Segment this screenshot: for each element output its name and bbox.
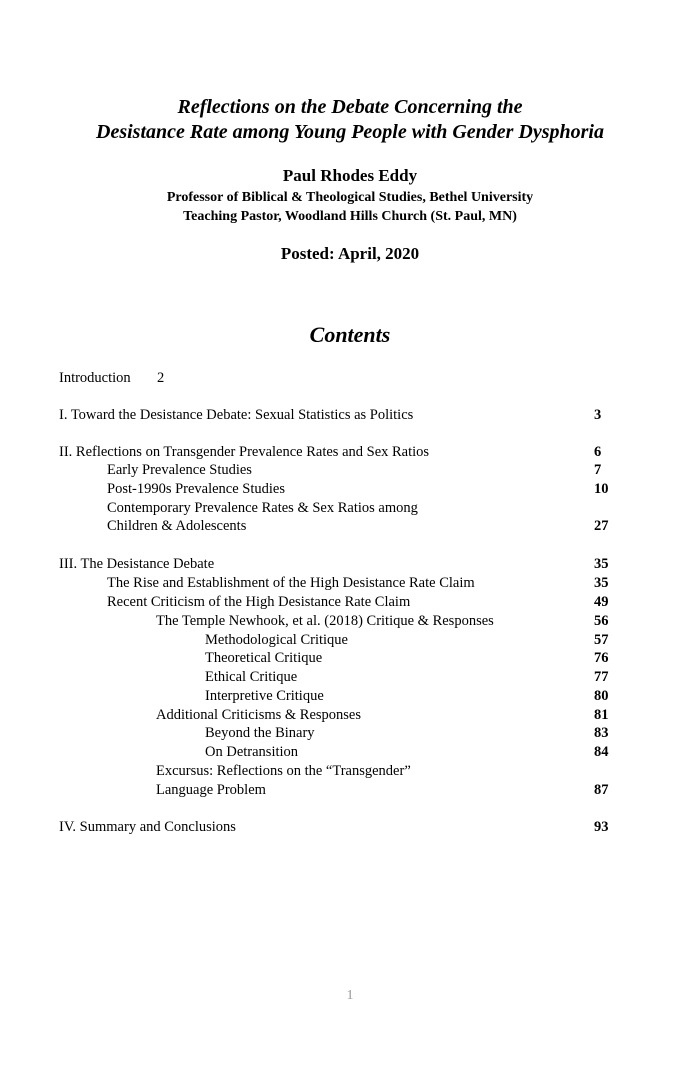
page-number: 1 bbox=[346, 988, 354, 1003]
toc-item-page: 57 bbox=[594, 632, 609, 648]
toc-item-page: 35 bbox=[594, 556, 609, 572]
toc-item-label: Contemporary Prevalence Rates & Sex Ratios among bbox=[107, 500, 418, 516]
toc-item-label: IV. Summary and Conclusions bbox=[59, 819, 236, 835]
posted-date: Posted: April, 2020 bbox=[280, 244, 420, 263]
toc-item-page: 84 bbox=[594, 744, 609, 760]
toc-item-label: Ethical Critique bbox=[205, 669, 298, 685]
toc-item-label: Early Prevalence Studies bbox=[107, 462, 252, 478]
toc-item-introduction: Introduction bbox=[59, 370, 131, 386]
document-title bbox=[0, 95, 700, 145]
toc-item-label: Methodological Critique bbox=[205, 632, 348, 648]
contents-heading: Contents bbox=[309, 322, 391, 347]
affiliation-line-2: Teaching Pastor, Woodland Hills Church (St. Paul, MN) bbox=[183, 209, 517, 224]
affiliation-line-1: Professor of Biblical & Theological Studies, Bethel University bbox=[166, 190, 534, 205]
toc-item-label: Excursus: Reflections on the “Transgender” bbox=[156, 763, 411, 779]
toc-item-page: 81 bbox=[594, 707, 609, 723]
toc-item-page: 77 bbox=[594, 669, 609, 685]
toc-item-page: 56 bbox=[594, 613, 609, 629]
toc-item-label: II. Reflections on Transgender Prevalence Rates and Sex Ratios bbox=[59, 444, 430, 460]
toc-item-label: Beyond the Binary bbox=[205, 725, 315, 741]
toc-item-page: 7 bbox=[594, 462, 602, 478]
toc-item-label: III. The Desistance Debate bbox=[59, 556, 215, 572]
toc-item-page: 49 bbox=[594, 594, 609, 610]
toc-item-page: 87 bbox=[594, 782, 609, 798]
toc-item-label: The Temple Newhook, et al. (2018) Critique & Responses bbox=[156, 613, 494, 629]
toc-item-label: Additional Criticisms & Responses bbox=[156, 707, 362, 723]
toc-item-page: 83 bbox=[594, 725, 609, 741]
toc-item-label: Post-1990s Prevalence Studies bbox=[107, 481, 286, 497]
toc-item-page: 35 bbox=[594, 575, 609, 591]
toc-item-label: Theoretical Critique bbox=[205, 650, 323, 666]
toc-item-label: Recent Criticism of the High Desistance Rate Claim bbox=[107, 594, 411, 610]
title-line-2: Desistance Rate among Young People with Gender Dysphoria bbox=[96, 121, 604, 143]
toc-item-page: 76 bbox=[594, 650, 609, 666]
toc-item-label: On Detransition bbox=[205, 744, 299, 760]
toc-item-page: 93 bbox=[594, 819, 609, 835]
author-affiliation bbox=[0, 188, 700, 226]
toc-item-page: 6 bbox=[594, 444, 602, 460]
toc-item-label: Language Problem bbox=[156, 782, 266, 798]
toc-item-page: 10 bbox=[594, 481, 609, 497]
toc-item-label: I. Toward the Desistance Debate: Sexual Statistics as Politics bbox=[59, 407, 414, 423]
toc-item-label: The Rise and Establishment of the High Desistance Rate Claim bbox=[107, 575, 475, 591]
toc-item-page: 3 bbox=[594, 407, 602, 423]
toc-item-label: Children & Adolescents bbox=[107, 518, 247, 534]
toc-page-introduction: 2 bbox=[157, 370, 165, 386]
author-name: Paul Rhodes Eddy bbox=[282, 166, 418, 185]
toc-item-page: 27 bbox=[594, 518, 609, 534]
title-line-1: Reflections on the Debate Concerning the bbox=[177, 96, 523, 118]
toc-item-label: Interpretive Critique bbox=[205, 688, 324, 704]
toc-item-page: 80 bbox=[594, 688, 609, 704]
